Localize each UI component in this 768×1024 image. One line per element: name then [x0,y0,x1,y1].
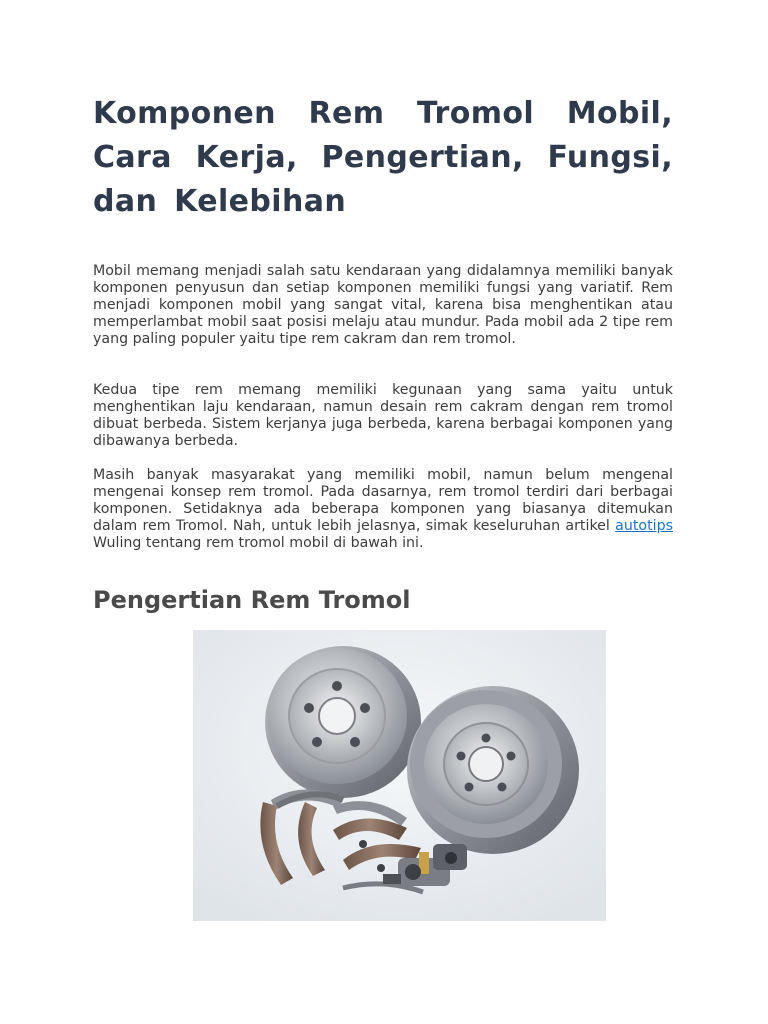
article-title: Komponen Rem Tromol Mobil, Cara Kerja, Pengertian, Fungsi, dan Kelebihan [93,96,673,219]
brake-drum-image [193,630,606,921]
paragraph-components-text-before: Masih banyak masyarakat yang memiliki mobil, namun belum mengenal mengenai konsep rem tromol. Pada dasarnya, rem tromol terdiri dari berbagai komponen. Setidaknya ada beberapa komponen yang biasanya ditemukan dalam rem Tromol. Nah, untuk lebih jelasnya, simak keseluruhan artikel [93,467,673,534]
paragraph-components-text-after: Wuling tentang rem tromol mobil di bawah ini. [93,535,424,551]
paragraph-comparison: Kedua tipe rem memang memiliki kegunaan yang sama yaitu untuk menghentikan laju kendaraan, namun desain rem cakram dengan rem tromol dibuat berbeda. Sistem kerjanya juga berbeda, karena berbagai komponen yang dibawanya berbeda. [93,382,673,449]
section-heading: Pengertian Rem Tromol [93,586,411,614]
brake-drum-illustration [193,630,606,921]
autotips-link[interactable]: autotips [615,518,673,534]
paragraph-intro: Mobil memang menjadi salah satu kendaraan yang didalamnya memiliki banyak komponen penyusun dan setiap komponen memiliki fungsi yang variatif. Rem menjadi komponen mobil yang sangat vital, karena bisa menghentikan atau memperlambat mobil saat posisi melaju atau mundur. Pada mobil ada 2 tipe rem yang paling populer yaitu tipe rem cakram dan rem tromol. [93,263,673,347]
paragraph-components [93,467,673,552]
